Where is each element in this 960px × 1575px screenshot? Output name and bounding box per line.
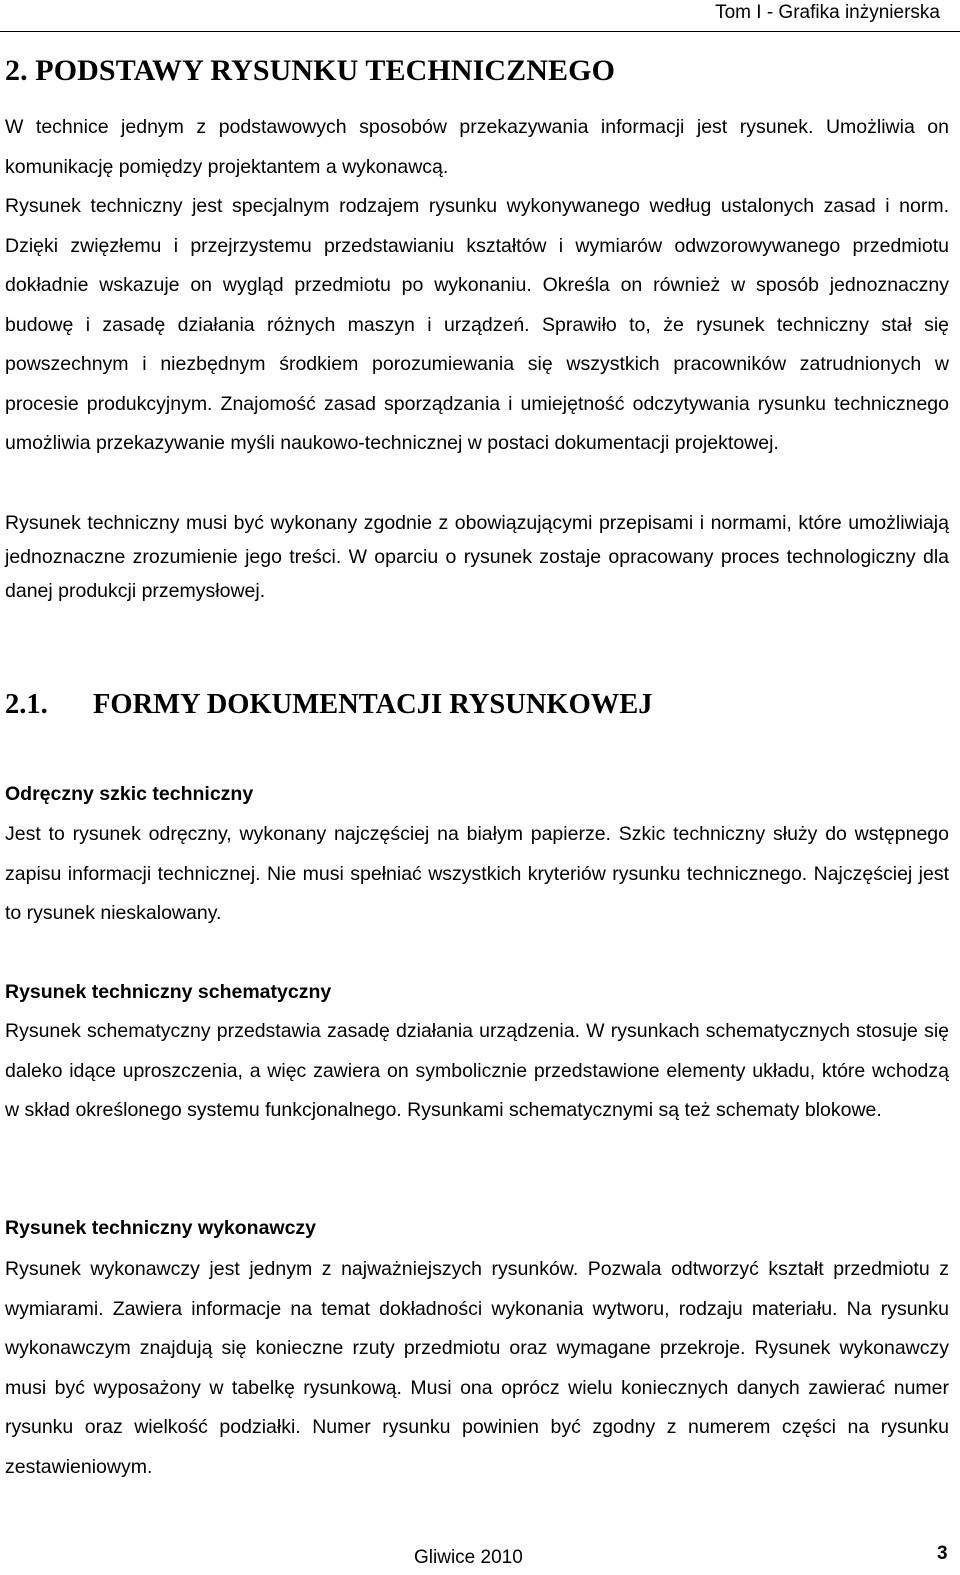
schematic-paragraph: Rysunek schematyczny przedstawia zasadę działania urządzenia. W rysunkach schematycznych stosuje się daleko idące uproszczenia, a więc zawiera on symbolicznie przedstawione elementy układu, które wchodzą w skład określonego systemu funkcjonalnego. Rysunkami schematycznymi są też schematy blokowe. xyxy=(5,1020,949,1121)
running-header: Tom I - Grafika inżynierska xyxy=(715,2,940,23)
subheading-workshop: Rysunek techniczny wykonawczy xyxy=(5,1217,317,1239)
sketch-paragraph: Jest to rysunek odręczny, wykonany najczęściej na białym papierze. Szkic techniczny służy do wstępnego zapisu informacji technicznej. Nie musi spełniać wszystkich kryteriów rysunku technicznego. Najczęściej jest to rysunek nieskalowany. xyxy=(5,823,949,924)
subheading-schematic: Rysunek techniczny schematyczny xyxy=(5,981,332,1003)
subheading-sketch: Odręczny szkic techniczny xyxy=(5,783,254,805)
section-title-text: FORMY DOKUMENTACJI RYSUNKOWEJ xyxy=(93,689,653,720)
section-title xyxy=(5,689,653,721)
section-number: 2.1. xyxy=(5,689,48,720)
chapter-paragraph-2: Rysunek techniczny jest specjalnym rodzajem rysunku wykonywanego według ustalonych zasad i norm. Dzięki zwięzłemu i przejrzystemu przedstawianiu kształtów i wymiarów odwzorowywanego przedmiotu dokładnie wskazuje on wygląd przedmiotu po wykonaniu. Określa on również w sposób jednoznaczny budowę i zasadę działania różnych maszyn i urządzeń. Sprawiło to, że rysunek techniczny stał się powszechnym i niezbędnym środkiem porozumiewania się wszystkich pracowników zatrudnionych w procesie produkcyjnym. Znajomość zasad sporządzania i umiejętność odczytywania rysunku technicznego umożliwia przekazywanie myśli naukowo-technicznej w postaci dokumentacji projektowej. xyxy=(5,195,949,454)
chapter-title: 2. PODSTAWY RYSUNKU TECHNICZNEGO xyxy=(5,54,616,87)
workshop-paragraph: Rysunek wykonawczy jest jednym z najważniejszych rysunków. Pozwala odtworzyć kształt przedmiotu z wymiarami. Zawiera informacje na temat dokładności wykonania wytworu, rodzaju materiału. Na rysunku wykonawczym znajdują się konieczne rzuty przedmiotu oraz wymagane przekroje. Rysunek wykonawczy musi być wyposażony w tabelkę rysunkową. Musi ona oprócz wielu koniecznych danych zawierać numer rysunku oraz wielkość podziałki. Numer rysunku powinien być zgodny z numerem części na rysunku zestawieniowym. xyxy=(5,1258,949,1478)
page-number: 3 xyxy=(937,1543,948,1564)
footer-city-year: Gliwice 2010 xyxy=(414,1547,523,1568)
chapter-paragraph-1: W technice jednym z podstawowych sposobów przekazywania informacji jest rysunek. Umożliwia on komunikację pomiędzy projektantem a wykonawcą. xyxy=(5,116,949,178)
chapter-paragraph-3: Rysunek techniczny musi być wykonany zgodnie z obowiązującymi przepisami i normami, które umożliwiają jednoznaczne zrozumienie jego treści. W oparciu o rysunek zostaje opracowany proces technologiczny dla danej produkcji przemysłowej. xyxy=(5,512,949,602)
header-divider xyxy=(0,31,960,32)
